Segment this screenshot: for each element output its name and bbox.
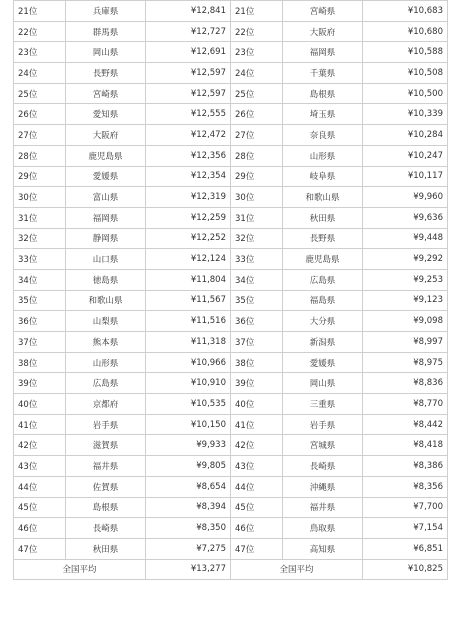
left-rank-cell: 37位 [14, 332, 66, 353]
left-amount-cell: ¥12,354 [146, 166, 231, 187]
right-rank-cell: 30位 [231, 187, 283, 208]
right-prefecture-cell: 奈良県 [283, 125, 363, 146]
right-prefecture-cell: 秋田県 [283, 207, 363, 228]
right-rank-cell: 38位 [231, 352, 283, 373]
left-rank-cell: 21位 [14, 1, 66, 22]
left-rank-cell: 40位 [14, 394, 66, 415]
left-amount-cell: ¥12,597 [146, 83, 231, 104]
table-row [14, 290, 448, 311]
left-prefecture-cell: 秋田県 [66, 538, 146, 559]
left-prefecture-cell: 福岡県 [66, 207, 146, 228]
left-rank-cell: 38位 [14, 352, 66, 373]
right-rank-cell: 34位 [231, 269, 283, 290]
right-prefecture-cell: 宮城県 [283, 435, 363, 456]
right-average-label: 全国平均 [231, 559, 363, 580]
left-amount-cell: ¥12,356 [146, 145, 231, 166]
right-prefecture-cell: 岐阜県 [283, 166, 363, 187]
right-amount-cell: ¥10,284 [363, 125, 448, 146]
right-amount-cell: ¥8,997 [363, 332, 448, 353]
right-amount-cell: ¥9,448 [363, 228, 448, 249]
table-row [14, 83, 448, 104]
left-rank-cell: 39位 [14, 373, 66, 394]
left-rank-cell: 28位 [14, 145, 66, 166]
ranking-table-body [14, 1, 448, 560]
table-row [14, 42, 448, 63]
right-rank-cell: 25位 [231, 83, 283, 104]
left-prefecture-cell: 大阪府 [66, 125, 146, 146]
left-prefecture-cell: 徳島県 [66, 269, 146, 290]
left-amount-cell: ¥12,124 [146, 249, 231, 270]
average-row [14, 559, 448, 580]
left-prefecture-cell: 和歌山県 [66, 290, 146, 311]
left-rank-cell: 30位 [14, 187, 66, 208]
left-prefecture-cell: 愛媛県 [66, 166, 146, 187]
table-row [14, 311, 448, 332]
table-row [14, 435, 448, 456]
left-rank-cell: 34位 [14, 269, 66, 290]
left-rank-cell: 24位 [14, 63, 66, 84]
left-average-label: 全国平均 [14, 559, 146, 580]
right-amount-cell: ¥10,500 [363, 83, 448, 104]
right-rank-cell: 35位 [231, 290, 283, 311]
table-row [14, 125, 448, 146]
left-prefecture-cell: 京都府 [66, 394, 146, 415]
left-amount-cell: ¥7,275 [146, 538, 231, 559]
left-amount-cell: ¥12,555 [146, 104, 231, 125]
left-amount-cell: ¥10,150 [146, 414, 231, 435]
table-row [14, 476, 448, 497]
left-amount-cell: ¥11,318 [146, 332, 231, 353]
left-prefecture-cell: 群馬県 [66, 21, 146, 42]
right-rank-cell: 37位 [231, 332, 283, 353]
left-rank-cell: 25位 [14, 83, 66, 104]
left-prefecture-cell: 山口県 [66, 249, 146, 270]
left-rank-cell: 47位 [14, 538, 66, 559]
left-rank-cell: 46位 [14, 518, 66, 539]
left-prefecture-cell: 福井県 [66, 456, 146, 477]
table-row [14, 21, 448, 42]
right-prefecture-cell: 岩手県 [283, 414, 363, 435]
left-rank-cell: 36位 [14, 311, 66, 332]
right-amount-cell: ¥10,508 [363, 63, 448, 84]
right-amount-cell: ¥8,356 [363, 476, 448, 497]
right-prefecture-cell: 福岡県 [283, 42, 363, 63]
left-rank-cell: 42位 [14, 435, 66, 456]
right-rank-cell: 27位 [231, 125, 283, 146]
right-prefecture-cell: 島根県 [283, 83, 363, 104]
left-rank-cell: 26位 [14, 104, 66, 125]
right-rank-cell: 42位 [231, 435, 283, 456]
table-row [14, 394, 448, 415]
left-rank-cell: 35位 [14, 290, 66, 311]
left-prefecture-cell: 鹿児島県 [66, 145, 146, 166]
left-amount-cell: ¥9,933 [146, 435, 231, 456]
left-prefecture-cell: 岡山県 [66, 42, 146, 63]
table-row [14, 332, 448, 353]
right-rank-cell: 41位 [231, 414, 283, 435]
right-rank-cell: 24位 [231, 63, 283, 84]
left-rank-cell: 22位 [14, 21, 66, 42]
left-prefecture-cell: 長野県 [66, 63, 146, 84]
right-amount-cell: ¥7,700 [363, 497, 448, 518]
right-prefecture-cell: 愛媛県 [283, 352, 363, 373]
left-rank-cell: 41位 [14, 414, 66, 435]
right-rank-cell: 46位 [231, 518, 283, 539]
left-amount-cell: ¥8,350 [146, 518, 231, 539]
left-rank-cell: 45位 [14, 497, 66, 518]
right-rank-cell: 28位 [231, 145, 283, 166]
right-rank-cell: 23位 [231, 42, 283, 63]
left-prefecture-cell: 富山県 [66, 187, 146, 208]
right-rank-cell: 31位 [231, 207, 283, 228]
right-rank-cell: 39位 [231, 373, 283, 394]
right-rank-cell: 26位 [231, 104, 283, 125]
right-rank-cell: 36位 [231, 311, 283, 332]
left-prefecture-cell: 滋賀県 [66, 435, 146, 456]
left-amount-cell: ¥12,691 [146, 42, 231, 63]
right-amount-cell: ¥10,588 [363, 42, 448, 63]
left-amount-cell: ¥11,804 [146, 269, 231, 290]
right-amount-cell: ¥8,975 [363, 352, 448, 373]
table-row [14, 187, 448, 208]
prefecture-ranking-table [13, 0, 448, 580]
left-amount-cell: ¥12,597 [146, 63, 231, 84]
right-prefecture-cell: 福島県 [283, 290, 363, 311]
left-prefecture-cell: 岩手県 [66, 414, 146, 435]
right-prefecture-cell: 鹿児島県 [283, 249, 363, 270]
right-rank-cell: 45位 [231, 497, 283, 518]
left-prefecture-cell: 愛知県 [66, 104, 146, 125]
right-rank-cell: 47位 [231, 538, 283, 559]
right-prefecture-cell: 山形県 [283, 145, 363, 166]
right-rank-cell: 29位 [231, 166, 283, 187]
right-prefecture-cell: 長崎県 [283, 456, 363, 477]
right-rank-cell: 44位 [231, 476, 283, 497]
right-prefecture-cell: 沖縄県 [283, 476, 363, 497]
left-prefecture-cell: 静岡県 [66, 228, 146, 249]
left-prefecture-cell: 島根県 [66, 497, 146, 518]
table-row [14, 228, 448, 249]
right-average-value: ¥10,825 [363, 559, 448, 580]
right-rank-cell: 43位 [231, 456, 283, 477]
table-row [14, 538, 448, 559]
left-amount-cell: ¥12,472 [146, 125, 231, 146]
right-amount-cell: ¥8,442 [363, 414, 448, 435]
table-row [14, 269, 448, 290]
table-row [14, 104, 448, 125]
left-amount-cell: ¥12,841 [146, 1, 231, 22]
left-amount-cell: ¥11,516 [146, 311, 231, 332]
left-rank-cell: 31位 [14, 207, 66, 228]
left-amount-cell: ¥11,567 [146, 290, 231, 311]
right-prefecture-cell: 三重県 [283, 394, 363, 415]
right-amount-cell: ¥9,253 [363, 269, 448, 290]
right-amount-cell: ¥10,680 [363, 21, 448, 42]
right-prefecture-cell: 宮崎県 [283, 1, 363, 22]
left-rank-cell: 27位 [14, 125, 66, 146]
table-row [14, 497, 448, 518]
right-rank-cell: 32位 [231, 228, 283, 249]
right-amount-cell: ¥9,292 [363, 249, 448, 270]
right-amount-cell: ¥10,683 [363, 1, 448, 22]
right-rank-cell: 33位 [231, 249, 283, 270]
left-prefecture-cell: 山梨県 [66, 311, 146, 332]
table-row [14, 373, 448, 394]
left-average-value: ¥13,277 [146, 559, 231, 580]
left-rank-cell: 29位 [14, 166, 66, 187]
left-prefecture-cell: 山形県 [66, 352, 146, 373]
left-rank-cell: 44位 [14, 476, 66, 497]
left-amount-cell: ¥10,535 [146, 394, 231, 415]
left-prefecture-cell: 広島県 [66, 373, 146, 394]
right-prefecture-cell: 千葉県 [283, 63, 363, 84]
table-row [14, 352, 448, 373]
table-row [14, 249, 448, 270]
right-prefecture-cell: 広島県 [283, 269, 363, 290]
left-amount-cell: ¥9,805 [146, 456, 231, 477]
right-rank-cell: 40位 [231, 394, 283, 415]
left-rank-cell: 43位 [14, 456, 66, 477]
table-row [14, 456, 448, 477]
left-amount-cell: ¥8,394 [146, 497, 231, 518]
table-row [14, 63, 448, 84]
right-amount-cell: ¥10,117 [363, 166, 448, 187]
left-prefecture-cell: 兵庫県 [66, 1, 146, 22]
right-prefecture-cell: 埼玉県 [283, 104, 363, 125]
right-prefecture-cell: 大分県 [283, 311, 363, 332]
left-amount-cell: ¥8,654 [146, 476, 231, 497]
right-amount-cell: ¥6,851 [363, 538, 448, 559]
right-amount-cell: ¥8,386 [363, 456, 448, 477]
right-amount-cell: ¥9,098 [363, 311, 448, 332]
right-rank-cell: 21位 [231, 1, 283, 22]
right-amount-cell: ¥7,154 [363, 518, 448, 539]
left-prefecture-cell: 宮崎県 [66, 83, 146, 104]
left-prefecture-cell: 熊本県 [66, 332, 146, 353]
table-row [14, 414, 448, 435]
right-amount-cell: ¥8,418 [363, 435, 448, 456]
table-row [14, 1, 448, 22]
right-prefecture-cell: 高知県 [283, 538, 363, 559]
right-amount-cell: ¥10,247 [363, 145, 448, 166]
right-amount-cell: ¥9,636 [363, 207, 448, 228]
table-row [14, 145, 448, 166]
left-rank-cell: 23位 [14, 42, 66, 63]
left-amount-cell: ¥12,259 [146, 207, 231, 228]
left-amount-cell: ¥10,966 [146, 352, 231, 373]
right-prefecture-cell: 鳥取県 [283, 518, 363, 539]
left-amount-cell: ¥10,910 [146, 373, 231, 394]
left-prefecture-cell: 佐賀県 [66, 476, 146, 497]
table-row [14, 166, 448, 187]
right-amount-cell: ¥9,123 [363, 290, 448, 311]
table-row [14, 518, 448, 539]
right-prefecture-cell: 大阪府 [283, 21, 363, 42]
left-amount-cell: ¥12,727 [146, 21, 231, 42]
ranking-table-container [13, 0, 448, 580]
table-row [14, 207, 448, 228]
right-amount-cell: ¥8,770 [363, 394, 448, 415]
left-amount-cell: ¥12,319 [146, 187, 231, 208]
right-amount-cell: ¥9,960 [363, 187, 448, 208]
right-prefecture-cell: 長野県 [283, 228, 363, 249]
right-prefecture-cell: 岡山県 [283, 373, 363, 394]
right-rank-cell: 22位 [231, 21, 283, 42]
left-rank-cell: 32位 [14, 228, 66, 249]
right-prefecture-cell: 福井県 [283, 497, 363, 518]
right-amount-cell: ¥8,836 [363, 373, 448, 394]
left-rank-cell: 33位 [14, 249, 66, 270]
right-amount-cell: ¥10,339 [363, 104, 448, 125]
left-amount-cell: ¥12,252 [146, 228, 231, 249]
left-prefecture-cell: 長崎県 [66, 518, 146, 539]
right-prefecture-cell: 新潟県 [283, 332, 363, 353]
right-prefecture-cell: 和歌山県 [283, 187, 363, 208]
